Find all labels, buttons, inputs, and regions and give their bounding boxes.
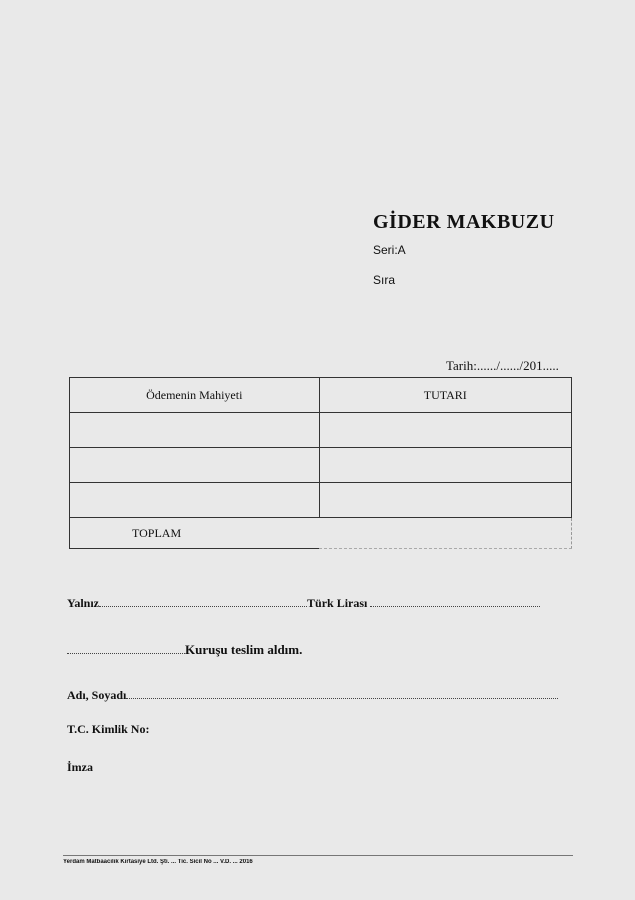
serial-label: Seri:A (373, 243, 406, 257)
table-row (70, 483, 572, 518)
dotted-line (126, 697, 558, 699)
signature-label: İmza (67, 760, 93, 774)
table-row (70, 448, 572, 483)
kurusu-label: Kuruşu teslim aldım. (185, 642, 303, 657)
dotted-line (370, 605, 540, 607)
amount-in-words-line (67, 596, 540, 611)
turk-lirasi-label: Türk Lirası (307, 596, 368, 610)
cell-amount (319, 483, 572, 518)
cell-amount (319, 413, 572, 448)
tc-id-label: T.C. Kimlik No: (67, 722, 150, 736)
document-title: GİDER MAKBUZU (373, 211, 555, 233)
total-label: TOPLAM (70, 518, 320, 549)
cell-amount (319, 448, 572, 483)
cell-nature (70, 448, 320, 483)
dotted-line (99, 605, 307, 607)
table-header (70, 378, 572, 413)
kurus-line (67, 642, 302, 658)
header-amount: TUTARI (319, 378, 572, 413)
name-label: Adı, Soyadı (67, 688, 127, 702)
total-value (319, 518, 572, 549)
sequence-label: Sıra (373, 273, 396, 287)
cell-nature (70, 483, 320, 518)
name-line (67, 688, 558, 703)
table-row (70, 413, 572, 448)
printer-footer: Yerdam Matbaacılık Kırtasiye Ltd. Şti. ... Tic. Sicil No ... V.D. ... 2016 (63, 859, 253, 865)
footer-divider (63, 855, 573, 856)
header-payment-nature: Ödemenin Mahiyeti (70, 378, 320, 413)
dotted-line (67, 652, 185, 654)
yalniz-label: Yalnız (67, 596, 100, 610)
date-field: Tarih:....../....../201..... (446, 358, 559, 373)
payment-table (69, 377, 572, 549)
total-row (70, 518, 572, 549)
cell-nature (70, 413, 320, 448)
